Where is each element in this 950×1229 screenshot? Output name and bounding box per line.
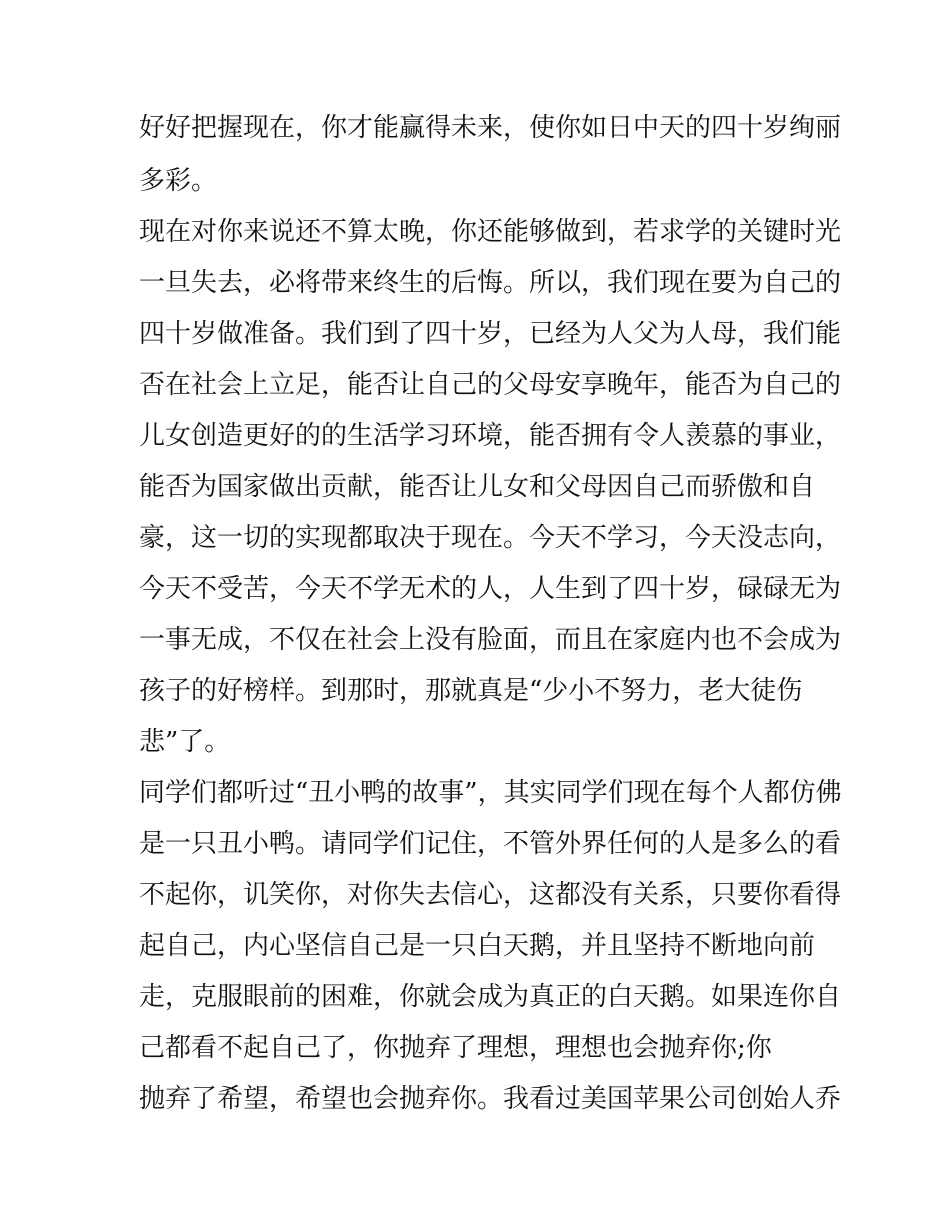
- text-line: 今天不受苦，今天不学无术的人，人生到了四十岁，碌碌无为: [139, 574, 842, 604]
- text-line: 一旦失去，必将带来终生的后悔。所以，我们现在要为自己的: [139, 268, 842, 298]
- text-line: 否在社会上立足，能否让自己的父母安享晚年，能否为自己的: [139, 370, 842, 400]
- text-line: 孩子的好榜样。到那时，那就真是“少小不努力，老大徒伤: [139, 676, 803, 706]
- text-line: 悲”了。: [139, 727, 231, 757]
- text-line: 四十岁做准备。我们到了四十岁，已经为人父为人母，我们能: [139, 319, 842, 349]
- text-line: 己都看不起自己了，你抛弃了理想，理想也会抛弃你;你: [139, 1033, 772, 1063]
- text-line: 豪，这一切的实现都取决于现在。今天不学习，今天没志向，: [139, 523, 842, 553]
- text-line: 是一只丑小鸭。请同学们记住，不管外界任何的人是多么的看: [139, 829, 842, 859]
- text-line: 多彩。: [139, 166, 218, 196]
- text-line: 好好把握现在，你才能赢得未来，使你如日中天的四十岁绚丽: [139, 113, 842, 143]
- text-line: 能否为国家做出贡献，能否让儿女和父母因自己而骄傲和自: [139, 472, 816, 502]
- text-line: 抛弃了希望，希望也会抛弃你。我看过美国苹果公司创始人乔: [139, 1084, 842, 1114]
- text-line: 不起你，讥笑你，对你失去信心，这都没有关系，只要你看得: [139, 880, 842, 910]
- text-line: 儿女创造更好的的生活学习环境，能否拥有令人羡慕的事业，: [139, 421, 842, 451]
- text-line: 一事无成，不仅在社会上没有脸面，而且在家庭内也不会成为: [139, 625, 842, 655]
- text-line: 现在对你来说还不算太晚，你还能够做到，若求学的关键时光: [139, 217, 842, 247]
- text-line: 走，克服眼前的困难，你就会成为真正的白天鹅。如果连你自: [139, 982, 842, 1012]
- text-line: 同学们都听过“丑小鸭的故事”，其实同学们现在每个人都仿佛: [139, 778, 842, 808]
- text-line: 起自己，内心坚信自己是一只白天鹅，并且坚持不断地向前: [139, 931, 816, 961]
